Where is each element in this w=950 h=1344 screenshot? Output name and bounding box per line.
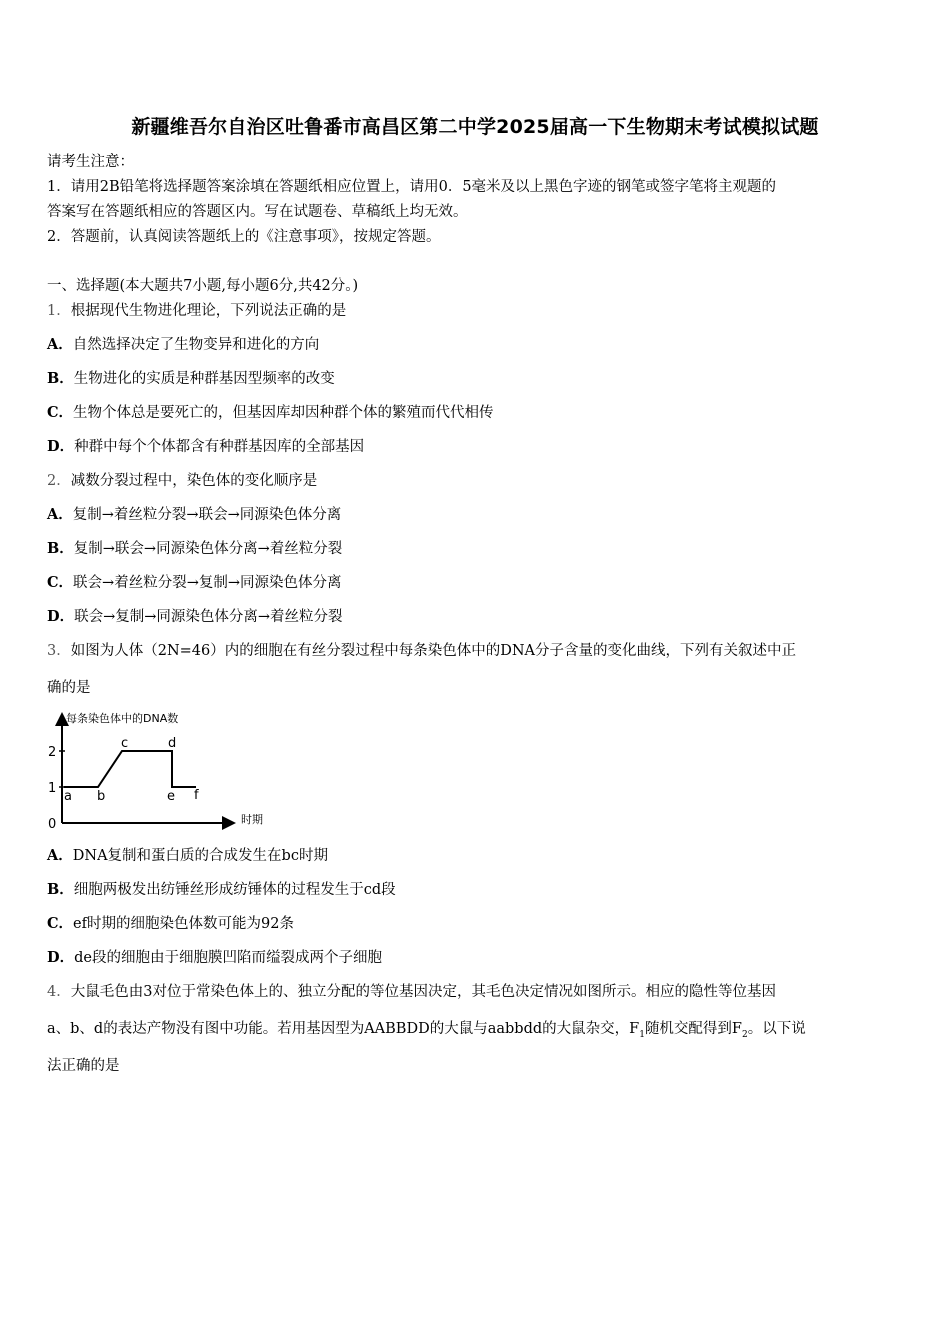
option-label: B． bbox=[47, 370, 74, 387]
option-text: 细胞两极发出纺锤丝形成纺锤体的过程发生于cd段 bbox=[73, 882, 396, 898]
option-text: de段的细胞由于细胞膜凹陷而缢裂成两个子细胞 bbox=[74, 950, 382, 966]
chart-ylabel: 每条染色体中的DNA数 bbox=[66, 712, 179, 725]
option-text: 复制→联会→同源染色体分离→着丝粒分裂 bbox=[73, 541, 343, 557]
notice-item-1: 1．请用2B铅笔将选择题答案涂填在答题纸相应位置上，请用0．5毫米及以上黑色字迹的钢笔或签字笔将主观题的 bbox=[47, 179, 777, 195]
question-stem: 如图为人体（2N=46）内的细胞在有丝分裂过程中每条染色体中的DNA分子含量的变化曲线，下列有关叙述中正 bbox=[70, 643, 797, 659]
q2-option-a[interactable] bbox=[47, 505, 341, 525]
question-number: 1． bbox=[47, 303, 71, 319]
question-3-cont: 确的是 bbox=[47, 680, 91, 696]
notice-heading: 请考生注意： bbox=[47, 154, 134, 170]
q1-option-d[interactable] bbox=[47, 437, 364, 457]
option-text: 自然选择决定了生物变异和进化的方向 bbox=[72, 337, 320, 353]
q2-option-c[interactable] bbox=[47, 573, 342, 593]
point-label-d: d bbox=[168, 736, 177, 751]
question-4-cont-2: 法正确的是 bbox=[47, 1058, 120, 1074]
q3-option-a[interactable] bbox=[47, 846, 328, 866]
question-stem-part: a、b、d的表达产物没有图中功能。若用基因型为AABBDD的大鼠与aabbdd的大鼠杂交，F bbox=[47, 1021, 640, 1037]
point-label-a: a bbox=[64, 789, 72, 804]
question-stem: 大鼠毛色由3对位于常染色体上的、独立分配的等位基因决定，其毛色决定情况如图所示。相应的隐性等位基因 bbox=[70, 984, 776, 1000]
option-label: A． bbox=[47, 506, 73, 523]
q3-option-b[interactable] bbox=[47, 880, 396, 900]
q1-option-c[interactable] bbox=[47, 403, 494, 423]
option-label: C． bbox=[47, 574, 74, 591]
option-text: DNA复制和蛋白质的合成发生在bc时期 bbox=[72, 848, 328, 864]
option-text: ef时期的细胞染色体数可能为92条 bbox=[73, 916, 294, 932]
option-text: 复制→着丝粒分裂→联会→同源染色体分离 bbox=[72, 507, 342, 523]
option-label: A． bbox=[47, 847, 73, 864]
option-text: 联会→着丝粒分裂→复制→同源染色体分离 bbox=[73, 575, 342, 591]
question-2 bbox=[47, 471, 317, 491]
question-number: 4． bbox=[47, 984, 71, 1000]
question-stem: 减数分裂过程中，染色体的变化顺序是 bbox=[70, 473, 318, 489]
option-text: 生物进化的实质是种群基因型频率的改变 bbox=[73, 371, 335, 387]
y-tick-label: 1 bbox=[48, 781, 57, 796]
question-stem: 根据现代生物进化理论，下列说法正确的是 bbox=[70, 303, 347, 319]
page-title: 新疆维吾尔自治区吐鲁番市高昌区第二中学2025届高一下生物期末考试模拟试题 bbox=[131, 116, 819, 138]
point-label-e: e bbox=[167, 789, 175, 804]
chart-xlabel: 时期 bbox=[241, 813, 263, 826]
point-label-b: b bbox=[97, 789, 106, 804]
section-heading: 一、选择题(本大题共7小题,每小题6分,共42分。) bbox=[47, 278, 359, 294]
q1-option-a[interactable] bbox=[47, 335, 319, 355]
question-3 bbox=[47, 641, 796, 661]
dna-content-chart bbox=[44, 704, 284, 832]
option-label: B． bbox=[47, 540, 74, 557]
notice-item-2: 2．答题前，认真阅读答题纸上的《注意事项》，按规定答题。 bbox=[47, 229, 441, 245]
question-4-cont bbox=[47, 1019, 806, 1045]
q3-option-d[interactable] bbox=[47, 948, 382, 968]
option-label: B． bbox=[47, 881, 74, 898]
notice-item-1-cont: 答案写在答题纸相应的答题区内。写在试题卷、草稿纸上均无效。 bbox=[47, 204, 468, 220]
question-stem-part: 随机交配得到F bbox=[644, 1021, 742, 1037]
y-tick-label: 2 bbox=[48, 745, 57, 760]
option-text: 种群中每个个体都含有种群基因库的全部基因 bbox=[74, 439, 365, 455]
option-label: A． bbox=[47, 336, 73, 353]
point-label-c: c bbox=[121, 736, 129, 751]
chart-series-line bbox=[64, 751, 196, 787]
question-1 bbox=[47, 301, 346, 321]
q2-option-b[interactable] bbox=[47, 539, 342, 559]
question-stem-part: 。以下说 bbox=[747, 1021, 806, 1037]
option-label: D． bbox=[47, 949, 75, 966]
subscript: 1 bbox=[639, 1029, 645, 1040]
option-label: C． bbox=[47, 404, 74, 421]
point-label-f: f bbox=[194, 788, 199, 803]
subscript: 2 bbox=[742, 1029, 748, 1040]
q1-option-b[interactable] bbox=[47, 369, 335, 389]
option-label: D． bbox=[47, 438, 75, 455]
y-tick-label: 0 bbox=[48, 817, 57, 832]
q2-option-d[interactable] bbox=[47, 607, 343, 627]
question-number: 2． bbox=[47, 473, 71, 489]
q3-option-c[interactable] bbox=[47, 914, 294, 934]
option-label: D． bbox=[47, 608, 75, 625]
option-text: 联会→复制→同源染色体分离→着丝粒分裂 bbox=[74, 609, 343, 625]
option-text: 生物个体总是要死亡的，但基因库却因种群个体的繁殖而代代相传 bbox=[73, 405, 494, 421]
question-number: 3． bbox=[47, 643, 71, 659]
question-4 bbox=[47, 982, 776, 1002]
option-label: C． bbox=[47, 915, 74, 932]
